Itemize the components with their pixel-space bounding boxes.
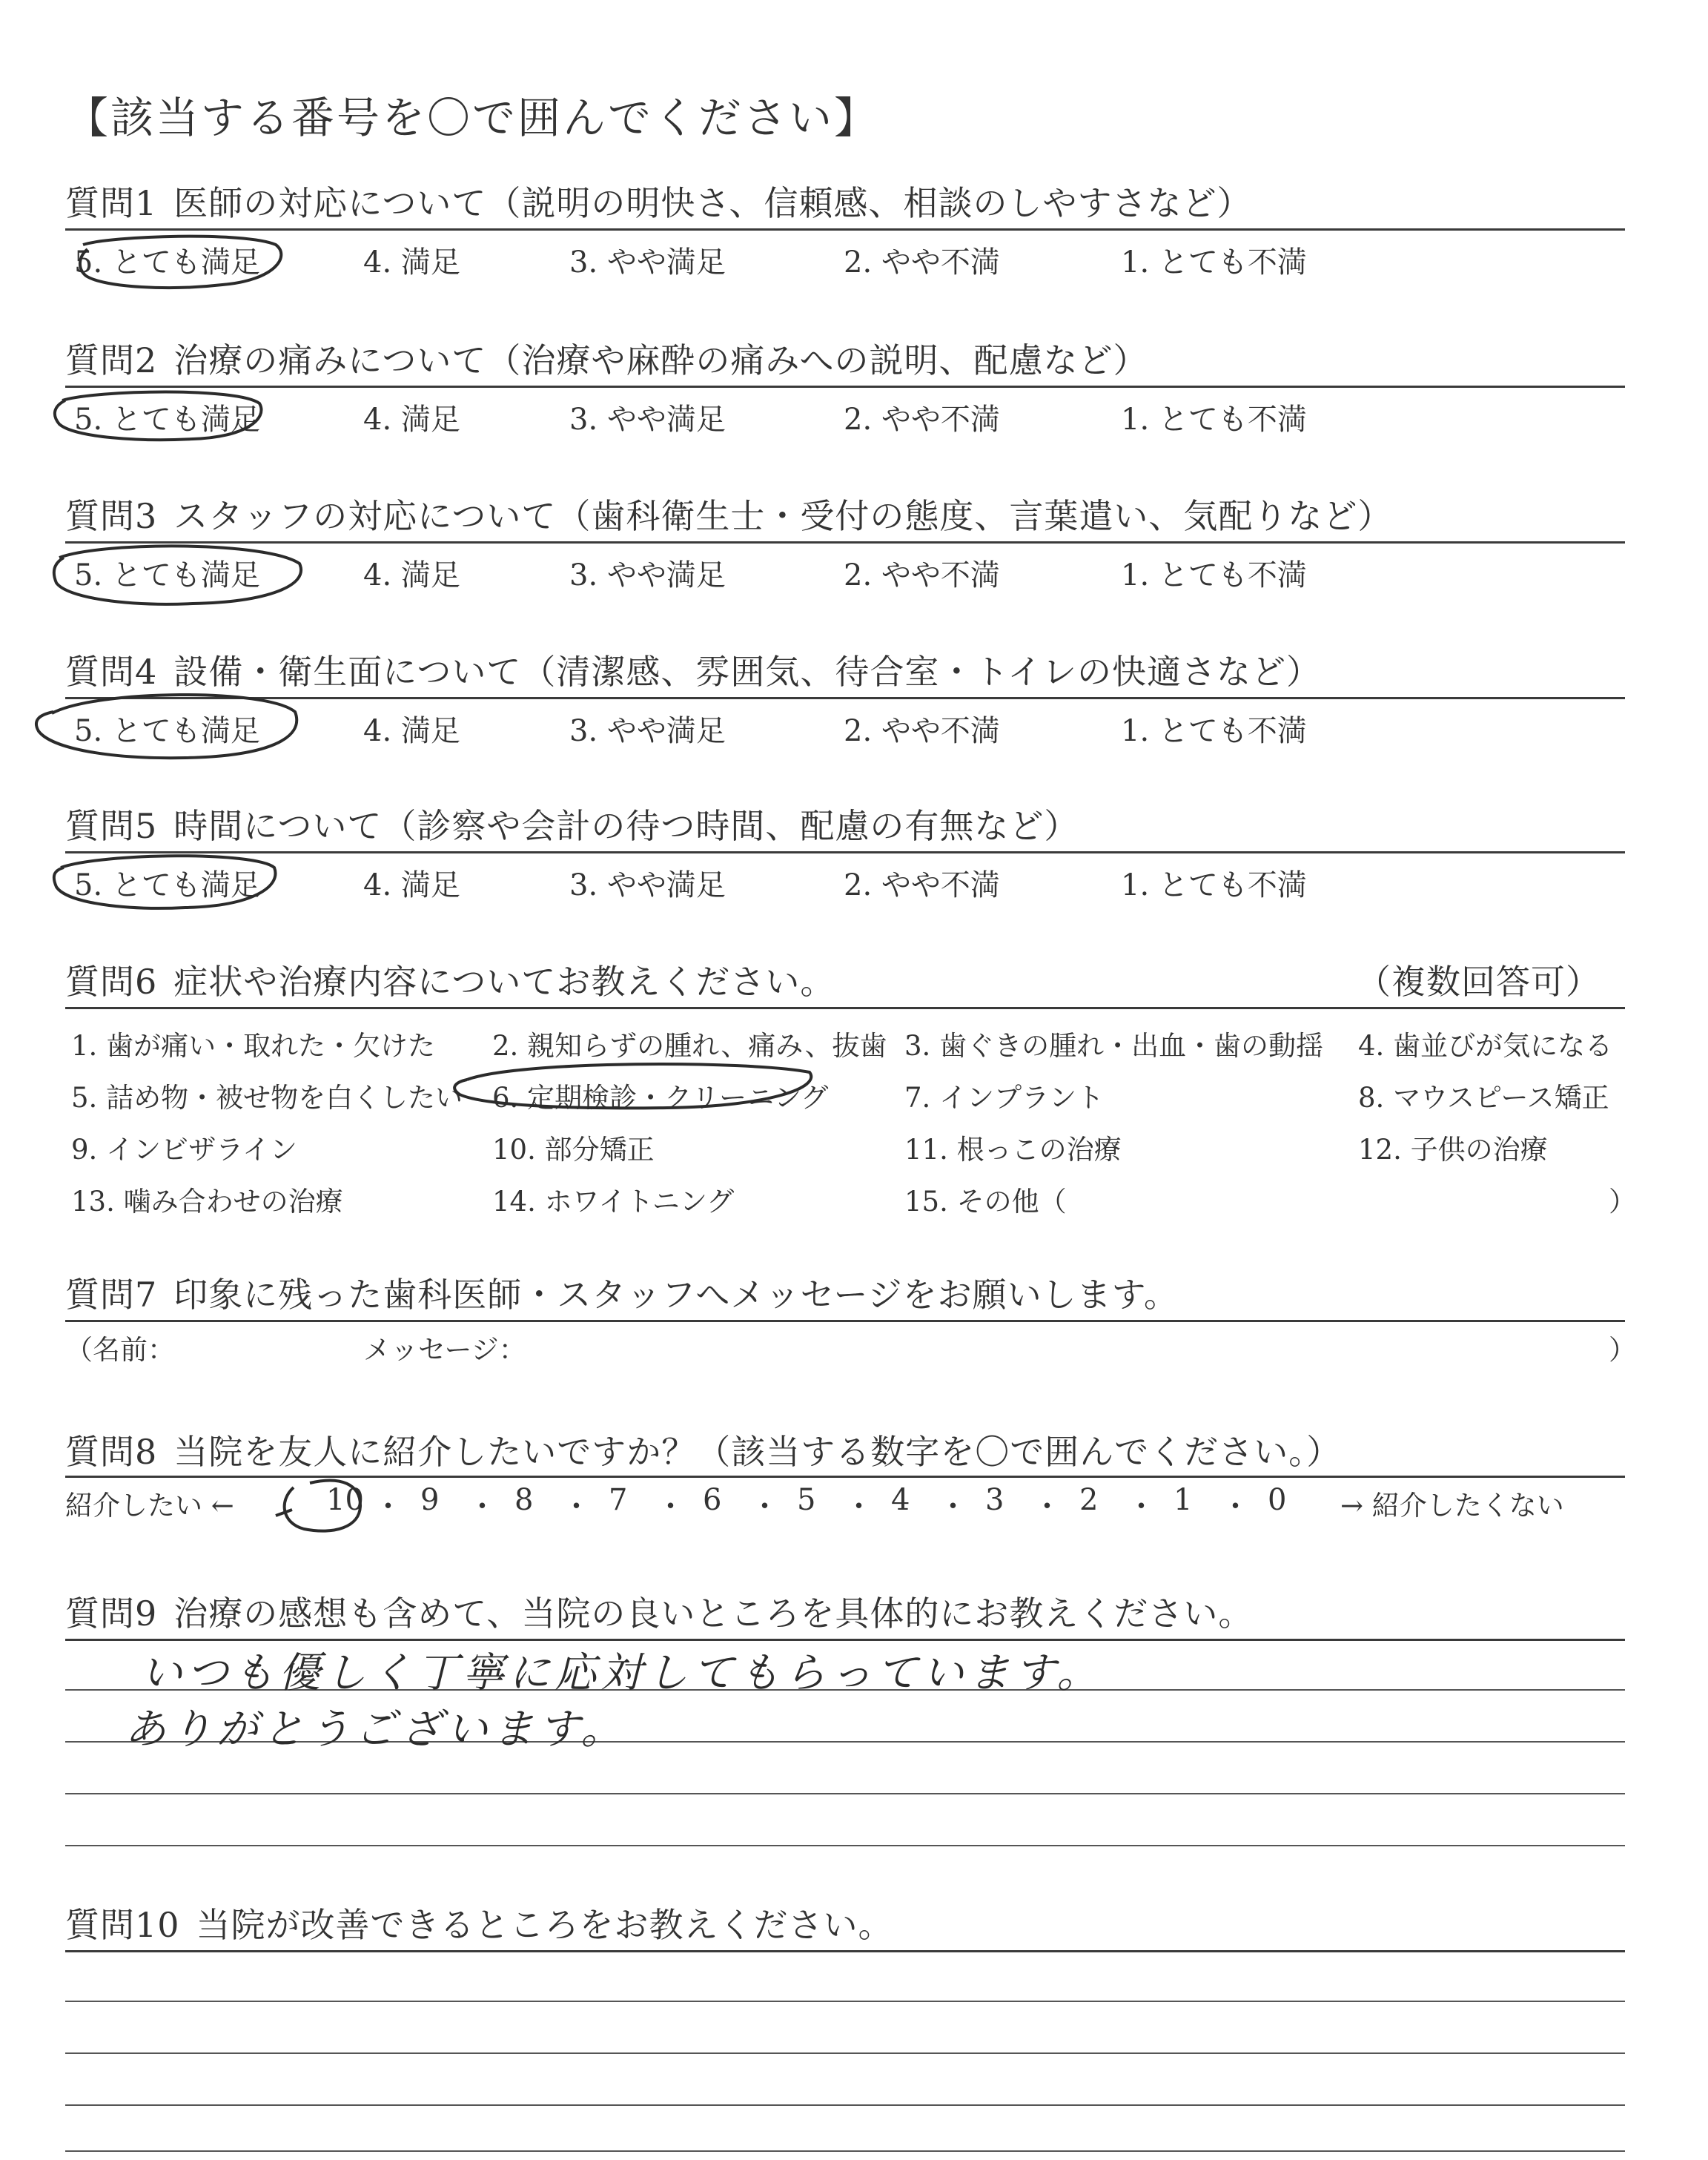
q6-item-15[interactable]: 15. その他（ bbox=[904, 1186, 1067, 1218]
answer-line bbox=[65, 1793, 1625, 1794]
scale-value-9[interactable]: 9 bbox=[420, 1483, 440, 1517]
question-6-text: 症状や治療内容についてお教えください。 bbox=[173, 962, 835, 1002]
q4-option-2[interactable]: 2. やや不満 bbox=[844, 714, 1000, 748]
question-5-rule bbox=[65, 851, 1625, 853]
scale-separator: ・ bbox=[749, 1490, 780, 1524]
page-title: 【該当する番号を〇で囲んでください】 bbox=[65, 93, 880, 143]
question-8-text: 当院を友人に紹介したいですか？（該当する数字を〇で囲んでください。） bbox=[173, 1432, 1342, 1472]
question-1-text: 医師の対応について（説明の明快さ、信頼感、相談のしやすさなど） bbox=[173, 183, 1252, 223]
scale-value-6[interactable]: 6 bbox=[703, 1483, 722, 1517]
question-5-text: 時間について（診察や会計の待つ時間、配慮の有無など） bbox=[173, 806, 1079, 846]
answer-line bbox=[65, 2150, 1625, 2152]
scale-value-10[interactable]: 10 bbox=[326, 1483, 364, 1517]
question-2-rule bbox=[65, 386, 1625, 388]
q6-item-13[interactable]: 13. 噛み合わせの治療 bbox=[71, 1186, 343, 1218]
q7-message-label: メッセージ： bbox=[363, 1334, 526, 1366]
q8-arrow-tail bbox=[276, 1510, 292, 1516]
q3-option-3[interactable]: 3. やや満足 bbox=[569, 558, 726, 592]
question-1-number: 質問1 bbox=[65, 183, 158, 223]
question-3-number: 質問3 bbox=[65, 496, 158, 536]
q4-option-3[interactable]: 3. やや満足 bbox=[569, 714, 726, 748]
question-7 bbox=[65, 1268, 1179, 1317]
q6-item-15-close: ） bbox=[1609, 1186, 1636, 1218]
q1-option-4[interactable]: 4. 満足 bbox=[363, 245, 460, 280]
question-1-rule bbox=[65, 228, 1625, 231]
question-9-text: 治療の感想も含めて、当院の良いところを具体的にお教えください。 bbox=[173, 1593, 1254, 1634]
answer-line bbox=[65, 2001, 1625, 2002]
q3-option-1[interactable]: 1. とても不満 bbox=[1121, 558, 1307, 592]
q2-option-5[interactable]: 5. とても満足 bbox=[74, 403, 260, 437]
question-9-number: 質問9 bbox=[65, 1593, 158, 1634]
question-7-number: 質問7 bbox=[65, 1275, 158, 1315]
q4-option-1[interactable]: 1. とても不満 bbox=[1121, 714, 1307, 748]
question-6-rule bbox=[65, 1007, 1625, 1009]
scale-value-7[interactable]: 7 bbox=[609, 1483, 628, 1517]
question-7-text: 印象に残った歯科医師・スタッフへメッセージをお願いします。 bbox=[173, 1275, 1179, 1315]
question-1 bbox=[65, 176, 1252, 225]
question-8-number: 質問8 bbox=[65, 1432, 158, 1472]
q4-option-4[interactable]: 4. 満足 bbox=[363, 714, 460, 748]
q6-item-10[interactable]: 10. 部分矯正 bbox=[492, 1134, 655, 1166]
scale-separator: ・ bbox=[1220, 1490, 1251, 1524]
question-10-rule bbox=[65, 1950, 1625, 1952]
q8-left-label: 紹介したい ← bbox=[65, 1490, 234, 1522]
question-6-number: 質問6 bbox=[65, 962, 158, 1002]
q1-option-1[interactable]: 1. とても不満 bbox=[1121, 245, 1307, 280]
q6-item-12[interactable]: 12. 子供の治療 bbox=[1358, 1134, 1548, 1166]
q3-option-2[interactable]: 2. やや不満 bbox=[844, 558, 1000, 592]
scale-value-2[interactable]: 2 bbox=[1079, 1483, 1099, 1517]
q6-item-11[interactable]: 11. 根っこの治療 bbox=[904, 1134, 1122, 1166]
question-10 bbox=[65, 1898, 893, 1947]
q5-option-1[interactable]: 1. とても不満 bbox=[1121, 868, 1307, 902]
scale-separator: ・ bbox=[938, 1490, 968, 1524]
answer-line bbox=[65, 2052, 1625, 2054]
question-10-text: 当院が改善できるところをお教えください。 bbox=[196, 1905, 893, 1945]
q6-item-4[interactable]: 4. 歯並びが気になる bbox=[1358, 1030, 1613, 1062]
q7-name-label: （名前： bbox=[65, 1334, 175, 1366]
scale-value-8[interactable]: 8 bbox=[514, 1483, 534, 1517]
scale-separator: ・ bbox=[373, 1490, 403, 1524]
question-2 bbox=[65, 334, 1148, 383]
scale-value-5[interactable]: 5 bbox=[797, 1483, 816, 1517]
question-3-rule bbox=[65, 541, 1625, 544]
q5-option-5[interactable]: 5. とても満足 bbox=[74, 868, 260, 902]
q7-close: ） bbox=[1609, 1334, 1636, 1366]
question-2-text: 治療の痛みについて（治療や麻酔の痛みへの説明、配慮など） bbox=[173, 340, 1148, 380]
scale-value-4[interactable]: 4 bbox=[891, 1483, 910, 1517]
q5-option-2[interactable]: 2. やや不満 bbox=[844, 868, 1000, 902]
q6-item-3[interactable]: 3. 歯ぐきの腫れ・出血・歯の動揺 bbox=[904, 1030, 1324, 1062]
scale-value-1[interactable]: 1 bbox=[1174, 1483, 1193, 1517]
q6-item-8[interactable]: 8. マウスピース矯正 bbox=[1358, 1082, 1609, 1114]
q2-option-1[interactable]: 1. とても不満 bbox=[1121, 403, 1307, 437]
question-4 bbox=[65, 645, 1321, 694]
question-4-text: 設備・衛生面について（清潔感、雰囲気、待合室・トイレの快適さなど） bbox=[173, 652, 1322, 692]
q1-option-2[interactable]: 2. やや不満 bbox=[844, 245, 1000, 280]
q9-answer-line-1[interactable]: いつも優しく丁寧に応対してもらっています。 bbox=[141, 1649, 1103, 1697]
answer-line bbox=[65, 2104, 1625, 2106]
q6-item-1[interactable]: 1. 歯が痛い・取れた・欠けた bbox=[71, 1030, 436, 1062]
question-6 bbox=[65, 955, 835, 1004]
q2-option-4[interactable]: 4. 満足 bbox=[363, 403, 460, 437]
q4-option-5[interactable]: 5. とても満足 bbox=[74, 714, 260, 748]
scale-separator: ・ bbox=[1032, 1490, 1062, 1524]
scale-separator: ・ bbox=[1126, 1490, 1156, 1524]
question-7-rule bbox=[65, 1320, 1625, 1322]
question-5-number: 質問5 bbox=[65, 806, 158, 846]
question-3-text: スタッフの対応について（歯科衛生士・受付の態度、言葉遣い、気配りなど） bbox=[173, 496, 1393, 536]
q6-item-6[interactable]: 6. 定期検診・クリーニング bbox=[492, 1082, 829, 1114]
q6-item-7[interactable]: 7. インプラント bbox=[904, 1082, 1105, 1114]
q9-answer-line-2[interactable]: ありがとうございます。 bbox=[125, 1705, 627, 1754]
scale-separator: ・ bbox=[844, 1490, 874, 1524]
q3-option-5[interactable]: 5. とても満足 bbox=[74, 558, 260, 592]
q1-option-3[interactable]: 3. やや満足 bbox=[569, 245, 726, 280]
q6-item-14[interactable]: 14. ホワイトニング bbox=[492, 1186, 735, 1218]
q8-right-label: → 紹介したくない bbox=[1340, 1490, 1564, 1522]
scale-separator: ・ bbox=[655, 1490, 686, 1524]
question-6-note: （複数回答可） bbox=[1357, 962, 1601, 1002]
question-4-rule bbox=[65, 697, 1625, 699]
scale-separator: ・ bbox=[467, 1490, 497, 1524]
question-10-number: 質問10 bbox=[65, 1905, 180, 1945]
question-2-number: 質問2 bbox=[65, 340, 158, 380]
question-8 bbox=[65, 1425, 1341, 1474]
scale-value-0[interactable]: 0 bbox=[1268, 1483, 1287, 1517]
q3-option-4[interactable]: 4. 満足 bbox=[363, 558, 460, 592]
scale-value-3[interactable]: 3 bbox=[985, 1483, 1004, 1517]
q5-option-3[interactable]: 3. やや満足 bbox=[569, 868, 726, 902]
scale-separator: ・ bbox=[561, 1490, 592, 1524]
q5-option-4[interactable]: 4. 満足 bbox=[363, 868, 460, 902]
question-4-number: 質問4 bbox=[65, 652, 158, 692]
q6-item-9[interactable]: 9. インビザライン bbox=[71, 1134, 297, 1166]
q2-option-2[interactable]: 2. やや不満 bbox=[844, 403, 1000, 437]
question-3 bbox=[65, 489, 1392, 538]
question-9 bbox=[65, 1587, 1253, 1636]
q1-option-5[interactable]: 5. とても満足 bbox=[74, 245, 260, 280]
q6-item-2[interactable]: 2. 親知らずの腫れ、痛み、抜歯 bbox=[492, 1030, 887, 1062]
question-5 bbox=[65, 799, 1079, 848]
question-8-rule bbox=[65, 1476, 1625, 1478]
q6-item-5[interactable]: 5. 詰め物・被せ物を白くしたい bbox=[71, 1082, 463, 1114]
answer-line bbox=[65, 1845, 1625, 1846]
q2-option-3[interactable]: 3. やや満足 bbox=[569, 403, 726, 437]
